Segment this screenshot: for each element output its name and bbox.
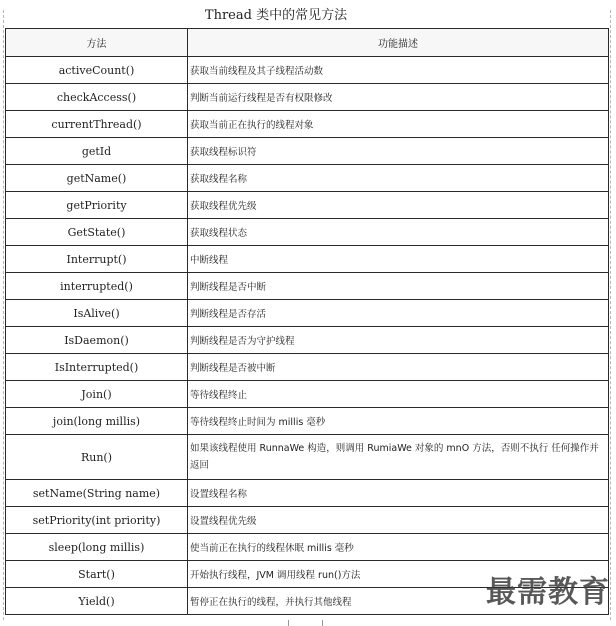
description-cell: 获取线程名称: [188, 165, 609, 192]
description-cell: 获取当前正在执行的线程对象: [188, 111, 609, 138]
description-cell: 判断线程是否被中断: [188, 354, 609, 381]
table-row: [6, 84, 609, 111]
method-cell: Run(): [6, 435, 188, 480]
table-row: [6, 354, 609, 381]
page-tick-mark: [288, 620, 289, 626]
table-row: [6, 165, 609, 192]
method-cell: checkAccess(): [6, 84, 188, 111]
method-cell: Interrupt(): [6, 246, 188, 273]
table-row: [6, 408, 609, 435]
description-cell: 等待线程终止: [188, 381, 609, 408]
description-cell: 中断线程: [188, 246, 609, 273]
table-row: [6, 381, 609, 408]
method-cell: getName(): [6, 165, 188, 192]
table-row: [6, 111, 609, 138]
watermark-logo: 最需教育: [486, 575, 610, 610]
description-cell: 判断当前运行线程是否有权限修改: [188, 84, 609, 111]
description-cell: 如果该线程使用 RunnaWe 构造，则调用 RumiaWe 对象的 mnO 方法，否则不执行 任何操作并返回: [188, 435, 609, 480]
method-cell: join(long millis): [6, 408, 188, 435]
table-row: [6, 435, 609, 480]
description-cell: 开始执行线程，JVM 调用线程 run()方法: [188, 561, 609, 588]
description-cell: 使当前正在执行的线程休眠 millis 毫秒: [188, 534, 609, 561]
table-row: [6, 300, 609, 327]
method-cell: getId: [6, 138, 188, 165]
method-cell: GetState(): [6, 219, 188, 246]
table-row: [6, 246, 609, 273]
method-cell: currentThread(): [6, 111, 188, 138]
method-cell: Start(): [6, 561, 188, 588]
table-title: Thread 类中的常见方法: [204, 8, 348, 23]
table-row: [6, 138, 609, 165]
method-cell: setName(String name): [6, 480, 188, 507]
method-cell: sleep(long millis): [6, 534, 188, 561]
description-cell: 设置线程优先级: [188, 507, 609, 534]
header-description: 功能描述: [188, 29, 609, 57]
description-cell: 暂停正在执行的线程，并执行其他线程: [188, 588, 609, 615]
table-row: [6, 327, 609, 354]
description-cell: 获取线程标识符: [188, 138, 609, 165]
method-cell: IsDaemon(): [6, 327, 188, 354]
table-row: [6, 480, 609, 507]
description-cell: 获取线程状态: [188, 219, 609, 246]
methods-table: [5, 28, 609, 615]
description-cell: 等待线程终止时间为 millis 毫秒: [188, 408, 609, 435]
table-row: [6, 273, 609, 300]
method-cell: IsInterrupted(): [6, 354, 188, 381]
table-row: [6, 534, 609, 561]
description-cell: 判断线程是否中断: [188, 273, 609, 300]
table-row: [6, 192, 609, 219]
table-row: [6, 219, 609, 246]
method-cell: activeCount(): [6, 57, 188, 84]
description-cell: 设置线程名称: [188, 480, 609, 507]
page-tick-mark: [322, 620, 323, 626]
description-cell: 获取当前线程及其子线程活动数: [188, 57, 609, 84]
header-method: 方法: [6, 29, 188, 57]
method-cell: getPriority: [6, 192, 188, 219]
method-cell: interrupted(): [6, 273, 188, 300]
method-cell: IsAlive(): [6, 300, 188, 327]
table-row: [6, 57, 609, 84]
method-cell: Yield(): [6, 588, 188, 615]
table-row: [6, 507, 609, 534]
method-cell: setPriority(int priority): [6, 507, 188, 534]
method-cell: Join(): [6, 381, 188, 408]
description-cell: 判断线程是否为守护线程: [188, 327, 609, 354]
table-header-row: [6, 29, 609, 57]
description-cell: 获取线程优先级: [188, 192, 609, 219]
description-cell: 判断线程是否存活: [188, 300, 609, 327]
